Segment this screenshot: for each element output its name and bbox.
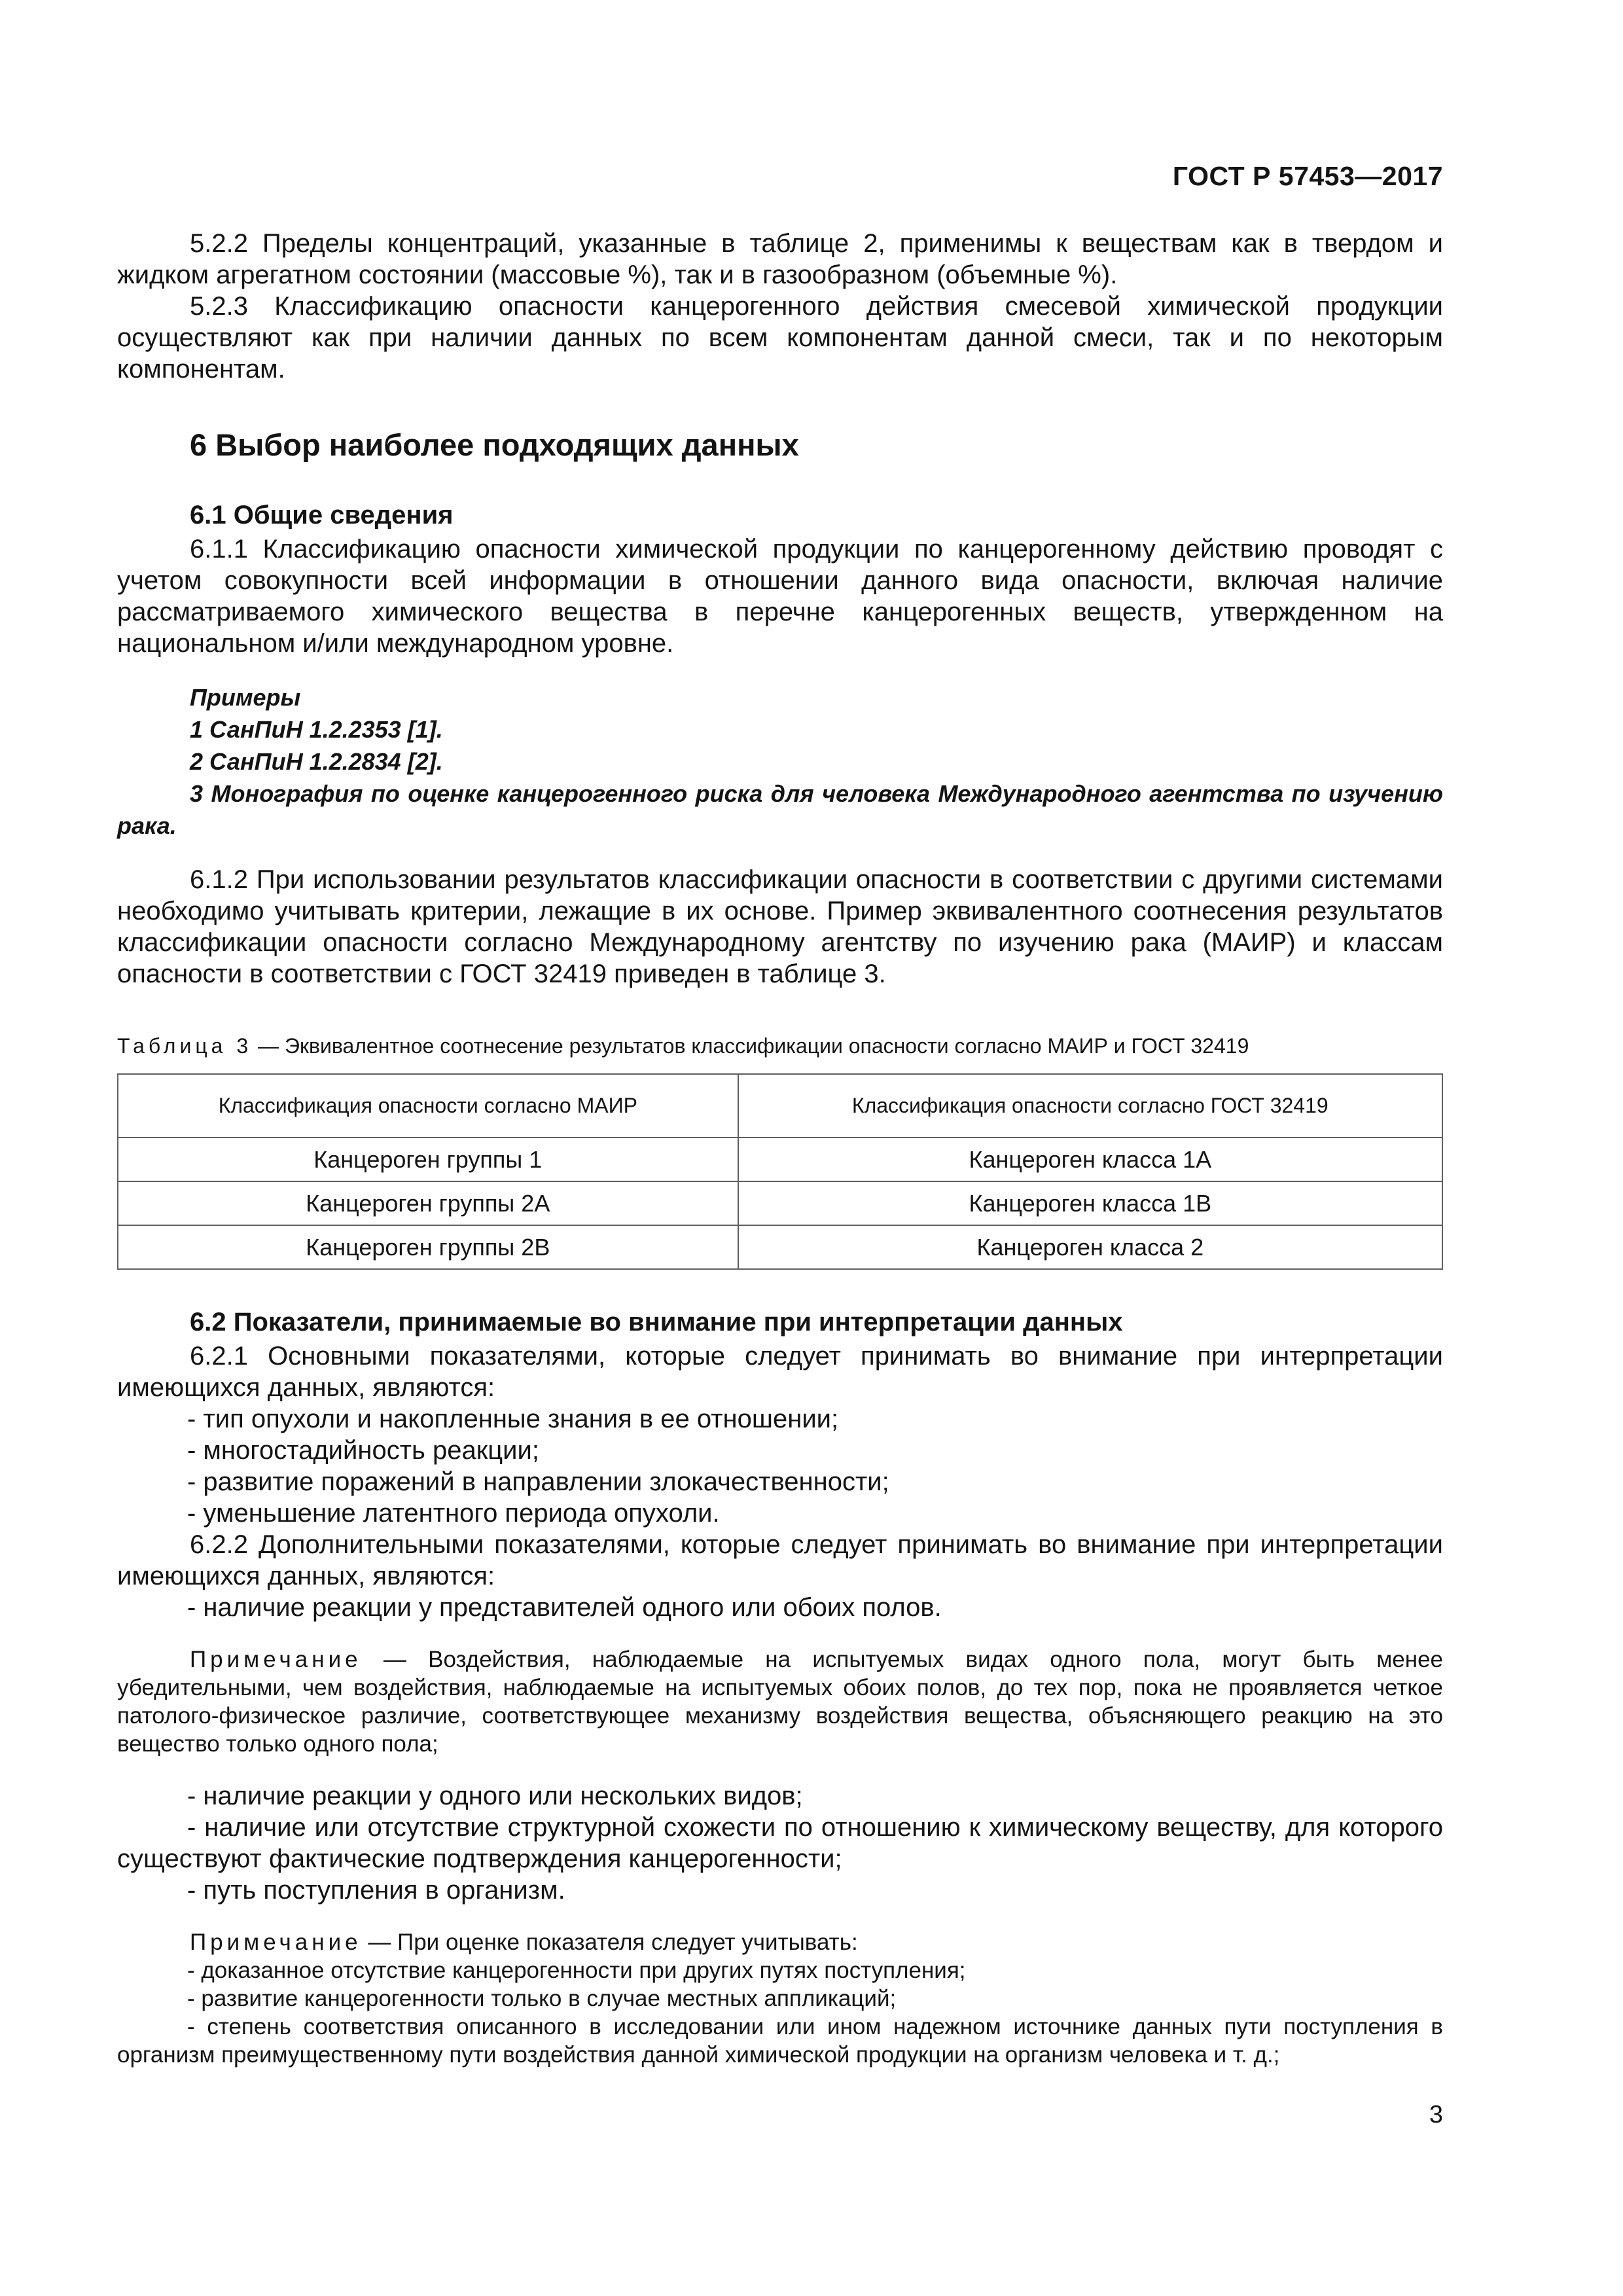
list-item: - тип опухоли и накопленные знания в ее отношении; (187, 1405, 839, 1433)
table-row (118, 1138, 1442, 1181)
section-6-heading: 6 Выбор наиболее подходящих данных (190, 427, 799, 462)
example-item: 2 СанПиН 1.2.2834 [2]. (190, 748, 443, 775)
table-header-row (118, 1074, 1442, 1138)
table-cell: Канцероген класса 2 (738, 1225, 1442, 1269)
table-header-cell: Классификация опасности согласно ГОСТ 32419 (738, 1074, 1442, 1138)
note-list-item: - степень соответствия описанного в исследовании или ином надежном источнике данных пути поступления в организм преимущественному пути воздействия данной химической продукции на организм человека и т. д.; (117, 2014, 1443, 2068)
paragraph-5-2-2: 5.2.2 Пределы концентраций, указанные в таблице 2, применимы к веществам как в твердом и жидком агрегатном состоянии (массовые %), так и в газообразном (объемные %). (117, 229, 1443, 289)
note-text: — Воздействия, наблюдаемые на испытуемых видах одного пола, могут быть менее убедительными, чем воздействия, наблюдаемые на испытуемых обоих полов, до тех пор, пока не проявляется четкое патолого-физическое различие, соответствующее механизму воздействия вещества, объясняющего реакцию на это вещество только одного пола; (117, 1647, 1443, 1757)
table-3-label: Таблица 3 (117, 1034, 253, 1058)
list-item: - путь поступления в организм. (187, 1876, 565, 1905)
table-3 (117, 1073, 1443, 1270)
example-item: 3 Монография по оценке канцерогенного риска для человека Международного агентства по изучению рака. (117, 780, 1443, 839)
note-label: Примечание (190, 1647, 362, 1672)
paragraph-6-2-1: 6.2.1 Основными показателями, которые следует принимать во внимание при интерпретации имеющихся данных, являются: (117, 1342, 1443, 1402)
document-body (117, 228, 1443, 2069)
table-cell: Канцероген класса 1А (738, 1138, 1442, 1181)
examples-title: Примеры (190, 684, 301, 711)
table-cell: Канцероген группы 2В (118, 1225, 738, 1269)
list-item: - наличие реакции у представителей одного или обоих полов. (187, 1593, 942, 1622)
table-cell: Канцероген группы 2А (118, 1181, 738, 1225)
example-item: 1 СанПиН 1.2.2353 [1]. (190, 716, 443, 743)
paragraph-6-2-2: 6.2.2 Дополнительными показателями, которые следует принимать во внимание при интерпретации имеющихся данных, являются: (117, 1530, 1443, 1590)
note-text: — При оценке показателя следует учитывать: (361, 1929, 858, 1955)
paragraph-6-1-2: 6.1.2 При использовании результатов классификации опасности в соответствии с другими системами необходимо учитывать критерии, лежащие в их основе. Пример эквивалентного соотнесения результатов классификации опасности согласно Международному агентству по изучению рака (МАИР) и классам опасности в соответствии с ГОСТ 32419 приведен в таблице 3. (117, 865, 1443, 988)
subsection-6-1-heading: 6.1 Общие сведения (190, 501, 454, 529)
note-label: Примечание (190, 1929, 362, 1955)
paragraph-5-2-3: 5.2.3 Классификацию опасности канцерогенного действия смесевой химической продукции осуществляют как при наличии данных по всем компонентам данной смеси, так и по некоторым компонентам. (117, 292, 1443, 384)
table-3-caption (117, 1033, 1443, 1059)
note-2 (117, 1928, 1443, 1956)
note-list-item: - развитие канцерогенности только в случае местных аппликаций; (187, 1986, 897, 2011)
note-1 (117, 1645, 1443, 1758)
table-header-cell: Классификация опасности согласно МАИР (118, 1074, 738, 1138)
table-row (118, 1181, 1442, 1225)
standard-header: ГОСТ Р 57453—2017 (1172, 161, 1443, 191)
table-row (118, 1225, 1442, 1269)
list-item: - развитие поражений в направлении злокачественности; (187, 1467, 889, 1496)
table-cell: Канцероген класса 1В (738, 1181, 1442, 1225)
table-3-caption-text: — Эквивалентное соотнесение результатов классификации опасности согласно МАИР и ГОСТ 32419 (252, 1034, 1249, 1058)
paragraph-6-1-1: 6.1.1 Классификацию опасности химической продукции по канцерогенному действию проводят с учетом совокупности всей информации в отношении данного вида опасности, включая наличие рассматриваемого химического вещества в перечне канцерогенных веществ, утвержденном на национальном и/или международном уровне. (117, 535, 1443, 658)
list-item: - наличие или отсутствие структурной схожести по отношению к химическому веществу, для которого существуют фактические подтверждения канцерогенности; (117, 1813, 1443, 1873)
subsection-6-2-heading: 6.2 Показатели, принимаемые во внимание при интерпретации данных (190, 1308, 1123, 1336)
list-item: - многостадийность реакции; (187, 1436, 539, 1465)
list-item: - уменьшение латентного периода опухоли. (187, 1499, 720, 1528)
list-item: - наличие реакции у одного или нескольких видов; (187, 1782, 803, 1810)
table-cell: Канцероген группы 1 (118, 1138, 738, 1181)
note-list-item: - доказанное отсутствие канцерогенности при других путях поступления; (187, 1958, 966, 1983)
page-number: 3 (1429, 2101, 1443, 2128)
